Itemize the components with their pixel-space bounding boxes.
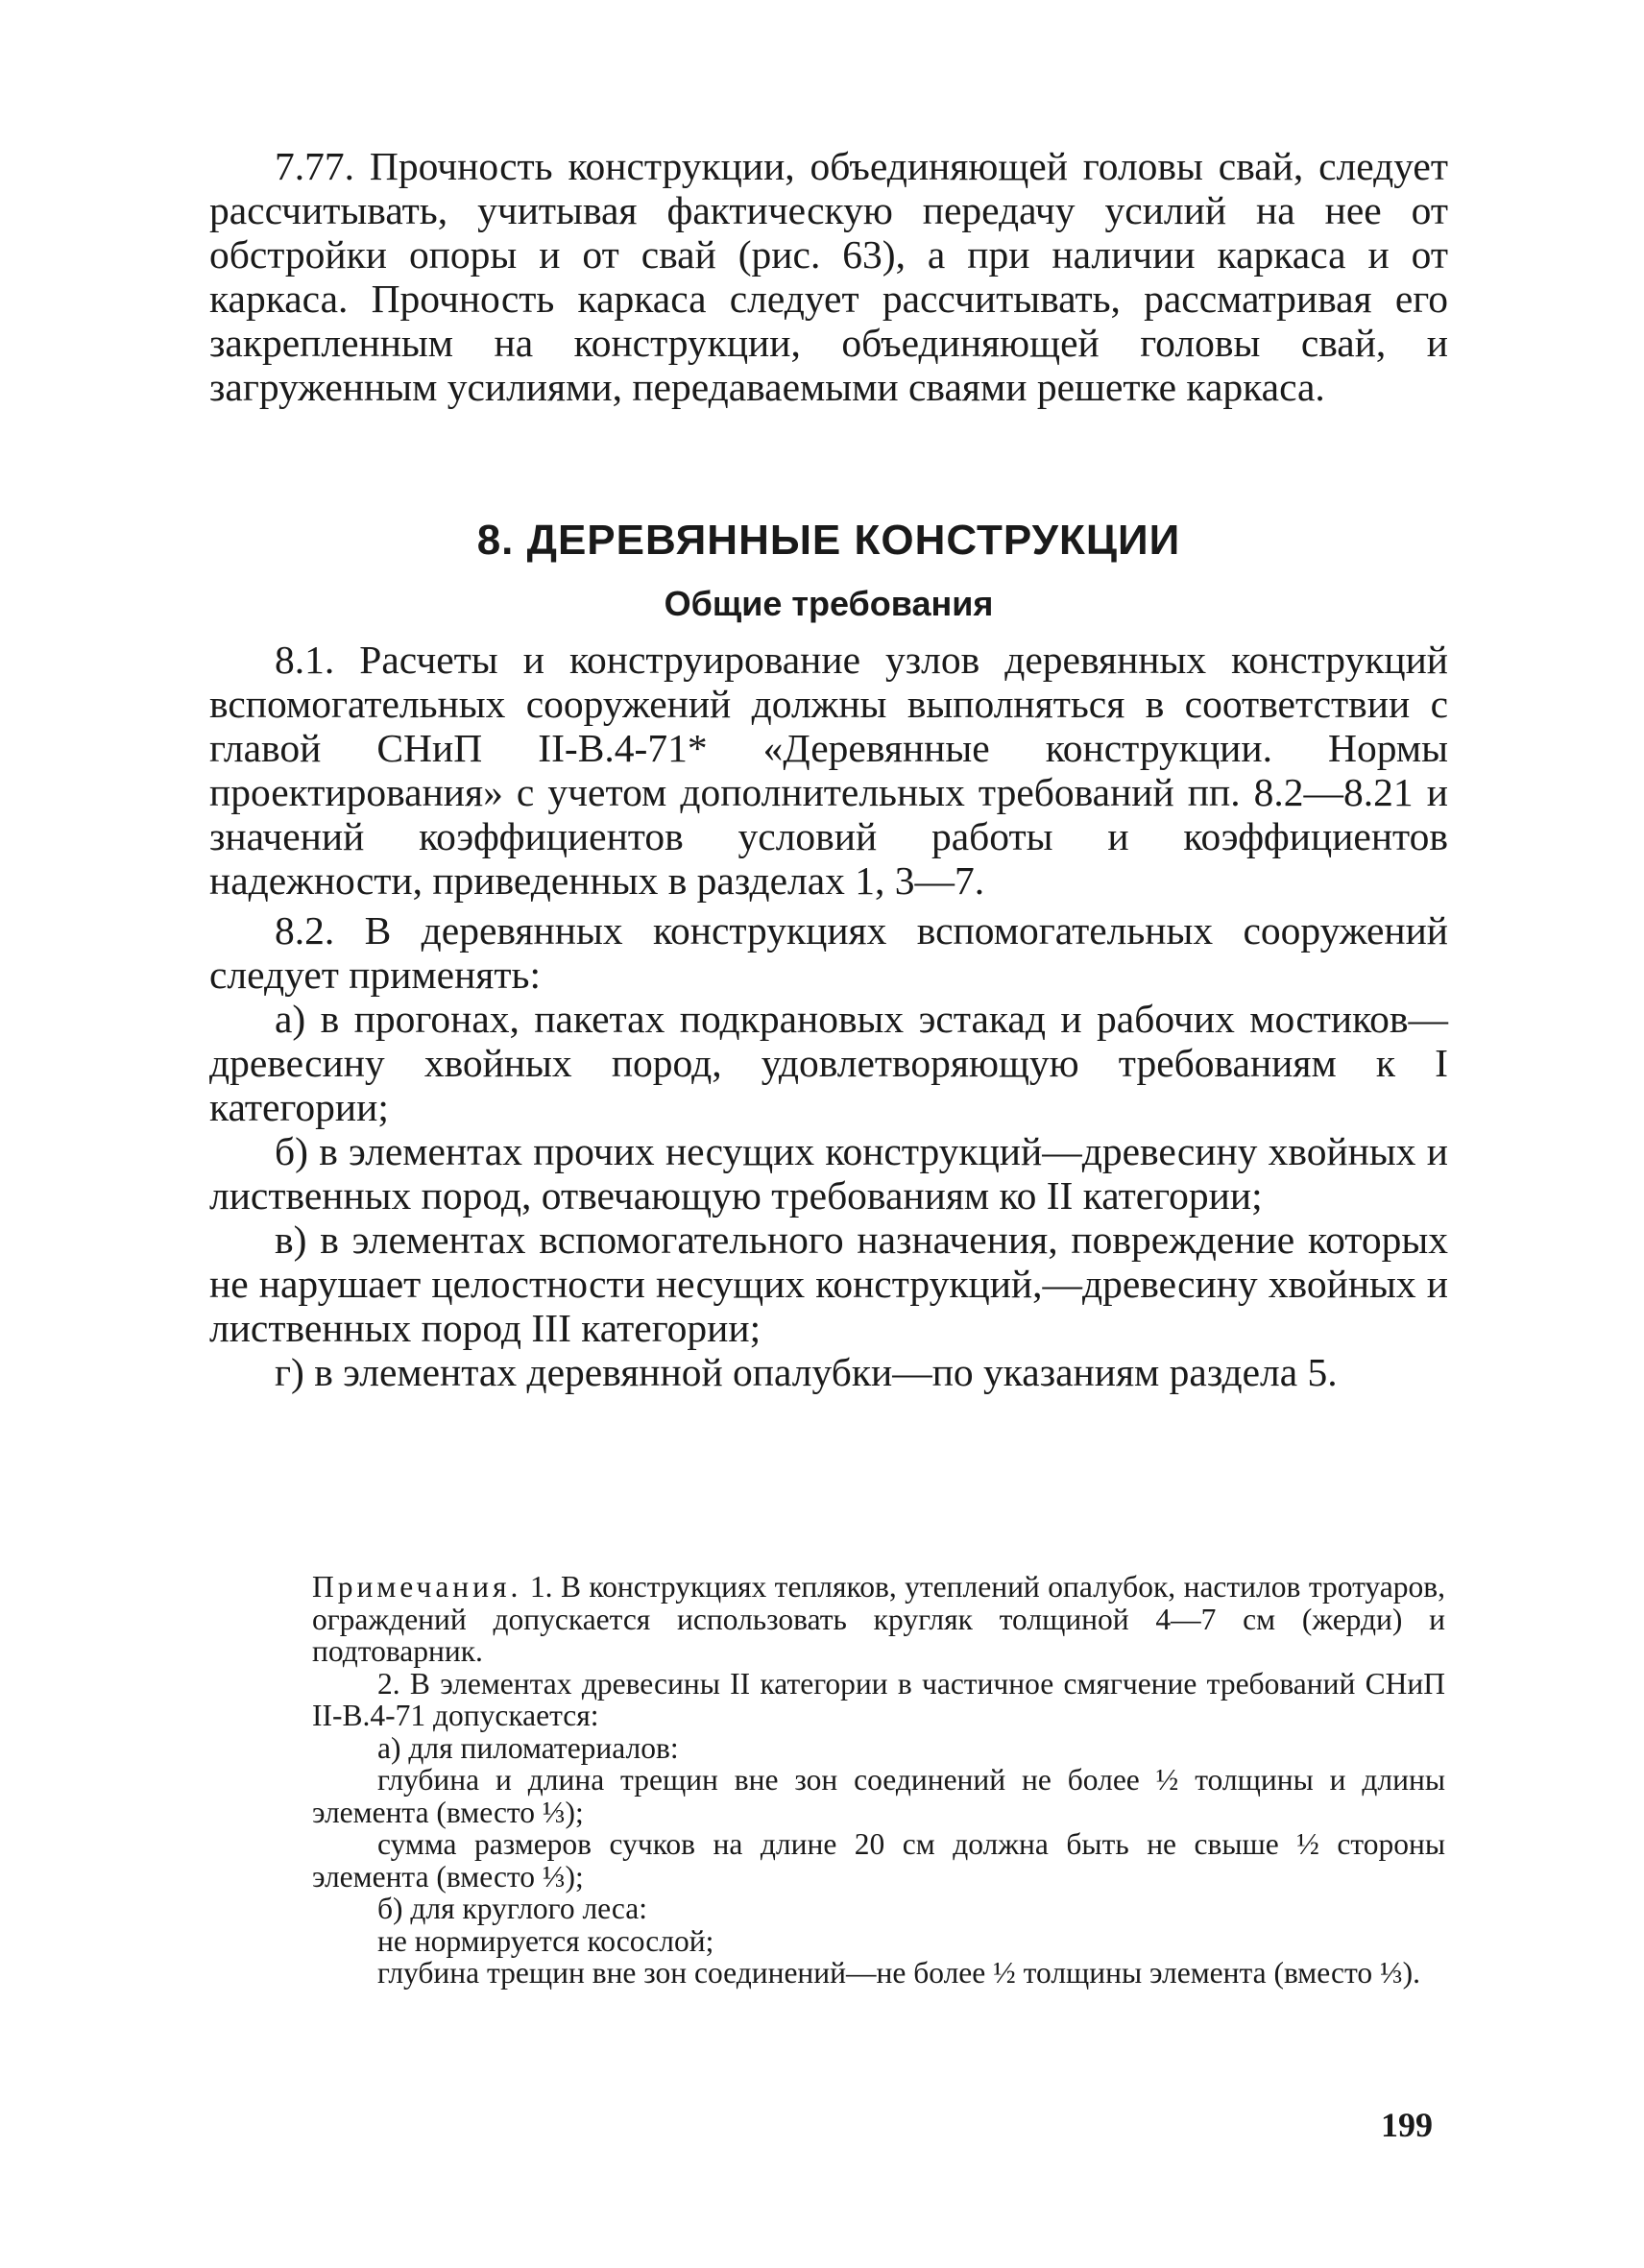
paragraph-7-77: 7.77. Прочность конструкции, объединяющей головы свай, следует рассчитывать, учитывая фактическую передачу усилий на нее от обстройки опоры и от свай (рис. 63), а при наличии каркаса и от каркаса. Прочность каркаса следует рассчитывать, рассматривая его закрепленным на конструкции, объединяющей головы свай, и загруженным усилиями, передаваемыми сваями решетке каркаса. — [209, 144, 1448, 409]
subsection-title: Общие требования — [664, 584, 994, 623]
note-2-b: б) для круглого леса: — [377, 1892, 648, 1925]
spacer — [209, 624, 1448, 638]
note-1-text: 1. В конструкциях тепляков, утеплений опалубок, настилов тротуаров, ограждений допускается использовать кругляк толщиной 4—7 см (жерди) и подтоварник. — [312, 1570, 1446, 1668]
notes-block — [312, 1571, 1445, 1990]
list-item-a: а) в прогонах, пакетах подкрановых эстакад и рабочих мостиков—древесину хвойных пород, удовлетворяющую требованиям к I категории; — [209, 997, 1448, 1129]
spacer — [209, 565, 1448, 584]
document-page — [209, 144, 1448, 1394]
spacer — [209, 409, 1448, 517]
note-2-a: а) для пиломатериалов: — [377, 1730, 679, 1765]
list-item-g: г) в элементах деревянной опалубки—по указаниям раздела 5. — [275, 1350, 1338, 1394]
note-2-b-2: глубина трещин вне зон соединений—не более ½ толщины элемента (вместо ⅓). — [377, 1956, 1420, 1990]
section-title: 8. ДЕРЕВЯННЫЕ КОНСТРУКЦИИ — [476, 517, 1181, 564]
note-1 — [312, 1571, 1445, 1668]
paragraph-8-1: 8.1. Расчеты и конструирование узлов деревянных конструкций вспомогательных сооружений должны выполняться в соответствии с главой СНиП II-В.4-71* «Деревянные конструкции. Нормы проектирования» с учетом дополнительных требований пп. 8.2—8.21 и значений коэффициентов условий работы и коэффициентов надежности, приведенных в разделах 1, 3—7. — [209, 638, 1448, 903]
note-2-b-1: не нормируется косослой; — [377, 1923, 714, 1958]
note-2: 2. В элементах древесины II категории в частичное смягчение требований СНиП II-В.4-71 допускается: — [312, 1666, 1445, 1732]
note-2-a-1: глубина и длина трещин вне зон соединений не более ½ толщины и длины элемента (вместо ⅓); — [312, 1763, 1445, 1829]
notes-label: Примечания. — [312, 1570, 522, 1604]
list-item-b: б) в элементах прочих несущих конструкций—древесину хвойных и лиственных пород, отвечающую требованиям ко II категории; — [209, 1129, 1448, 1218]
note-2-a-2: сумма размеров сучков на длине 20 см должна быть не свыше ½ стороны элемента (вместо ⅓); — [312, 1827, 1445, 1894]
list-item-v: в) в элементах вспомогательного назначения, повреждение которых не нарушает целостности несущих конструкций,—древесину хвойных и лиственных пород III категории; — [209, 1218, 1448, 1350]
page-number: 199 — [1381, 2106, 1433, 2144]
paragraph-8-2: 8.2. В деревянных конструкциях вспомогательных сооружений следует применять: — [209, 908, 1448, 997]
